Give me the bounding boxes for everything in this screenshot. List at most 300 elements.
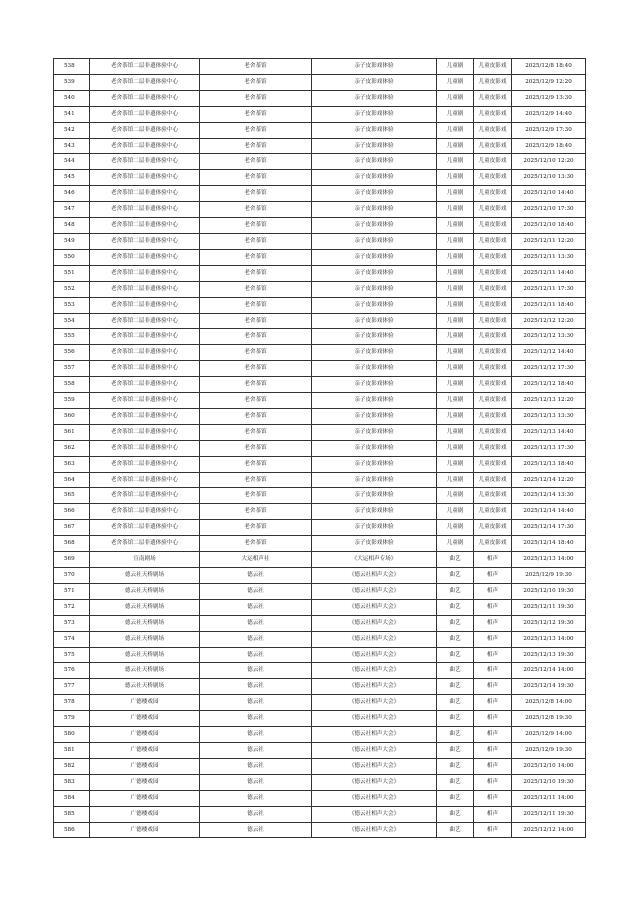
category-cell: 曲艺 <box>437 552 474 568</box>
organizer-cell: 老舍茶馆 <box>200 520 312 536</box>
showtime-cell: 2025/12/12 17:30 <box>512 361 586 377</box>
genre-cell: 儿童皮影戏 <box>474 106 512 122</box>
row-number-cell: 559 <box>54 393 90 409</box>
showtime-cell: 2025/12/10 12:20 <box>512 154 586 170</box>
table-row <box>54 631 586 647</box>
table-row <box>54 711 586 727</box>
showtime-cell: 2025/12/10 14:40 <box>512 186 586 202</box>
category-cell: 儿童剧 <box>437 456 474 472</box>
genre-cell: 儿童皮影戏 <box>474 313 512 329</box>
venue-cell: 老舍茶馆二层非遗体验中心 <box>90 504 200 520</box>
genre-cell: 儿童皮影戏 <box>474 536 512 552</box>
genre-cell: 儿童皮影戏 <box>474 329 512 345</box>
show-title-cell: 《德云社相声大会》 <box>312 583 437 599</box>
table-row <box>54 377 586 393</box>
venue-cell: 老舍茶馆二层非遗体验中心 <box>90 138 200 154</box>
show-title-cell: 亲子皮影戏体验 <box>312 186 437 202</box>
show-title-cell: 亲子皮影戏体验 <box>312 59 437 75</box>
table-row <box>54 186 586 202</box>
category-cell: 儿童剧 <box>437 345 474 361</box>
show-title-cell: 亲子皮影戏体验 <box>312 74 437 90</box>
category-cell: 儿童剧 <box>437 265 474 281</box>
row-number-cell: 562 <box>54 440 90 456</box>
table-row <box>54 281 586 297</box>
category-cell: 曲艺 <box>437 663 474 679</box>
category-cell: 曲艺 <box>437 758 474 774</box>
show-title-cell: 亲子皮影戏体验 <box>312 154 437 170</box>
show-title-cell: 亲子皮影戏体验 <box>312 202 437 218</box>
row-number-cell: 546 <box>54 186 90 202</box>
organizer-cell: 老舍茶馆 <box>200 233 312 249</box>
venue-cell: 老舍茶馆二层非遗体验中心 <box>90 106 200 122</box>
category-cell: 儿童剧 <box>437 440 474 456</box>
show-title-cell: 亲子皮影戏体验 <box>312 440 437 456</box>
organizer-cell: 老舍茶馆 <box>200 138 312 154</box>
row-number-cell: 578 <box>54 695 90 711</box>
category-cell: 曲艺 <box>437 727 474 743</box>
show-title-cell: 亲子皮影戏体验 <box>312 329 437 345</box>
organizer-cell: 老舍茶馆 <box>200 393 312 409</box>
category-cell: 儿童剧 <box>437 504 474 520</box>
show-title-cell: 亲子皮影戏体验 <box>312 424 437 440</box>
row-number-cell: 553 <box>54 297 90 313</box>
show-title-cell: 亲子皮影戏体验 <box>312 265 437 281</box>
row-number-cell: 580 <box>54 727 90 743</box>
row-number-cell: 564 <box>54 472 90 488</box>
row-number-cell: 573 <box>54 615 90 631</box>
row-number-cell: 563 <box>54 456 90 472</box>
category-cell: 曲艺 <box>437 647 474 663</box>
genre-cell: 儿童皮影戏 <box>474 170 512 186</box>
genre-cell: 相声 <box>474 647 512 663</box>
showtime-cell: 2025/12/11 12:20 <box>512 233 586 249</box>
row-number-cell: 575 <box>54 647 90 663</box>
showtime-cell: 2025/12/12 14:00 <box>512 822 586 838</box>
table-row <box>54 59 586 75</box>
venue-cell: 老舍茶馆二层非遗体验中心 <box>90 456 200 472</box>
table-row <box>54 297 586 313</box>
row-number-cell: 572 <box>54 599 90 615</box>
show-title-cell: 《德云社相声大会》 <box>312 790 437 806</box>
show-title-cell: 亲子皮影戏体验 <box>312 138 437 154</box>
row-number-cell: 581 <box>54 742 90 758</box>
table-row <box>54 424 586 440</box>
category-cell: 儿童剧 <box>437 106 474 122</box>
venue-cell: 老舍茶馆二层非遗体验中心 <box>90 329 200 345</box>
category-cell: 儿童剧 <box>437 90 474 106</box>
venue-cell: 老舍茶馆二层非遗体验中心 <box>90 122 200 138</box>
row-number-cell: 544 <box>54 154 90 170</box>
table-row <box>54 568 586 584</box>
showtime-cell: 2025/12/13 19:30 <box>512 647 586 663</box>
row-number-cell: 548 <box>54 218 90 234</box>
show-title-cell: 亲子皮影戏体验 <box>312 90 437 106</box>
row-number-cell: 557 <box>54 361 90 377</box>
genre-cell: 儿童皮影戏 <box>474 488 512 504</box>
showtime-cell: 2025/12/12 18:40 <box>512 377 586 393</box>
organizer-cell: 老舍茶馆 <box>200 472 312 488</box>
genre-cell: 儿童皮影戏 <box>474 345 512 361</box>
table-row <box>54 345 586 361</box>
show-title-cell: 亲子皮影戏体验 <box>312 488 437 504</box>
row-number-cell: 569 <box>54 552 90 568</box>
table-row <box>54 583 586 599</box>
organizer-cell: 德云社 <box>200 679 312 695</box>
genre-cell: 儿童皮影戏 <box>474 424 512 440</box>
showtime-cell: 2025/12/10 19:30 <box>512 583 586 599</box>
table-row <box>54 122 586 138</box>
showtime-cell: 2025/12/12 14:40 <box>512 345 586 361</box>
category-cell: 儿童剧 <box>437 138 474 154</box>
organizer-cell: 德云社 <box>200 647 312 663</box>
table-row <box>54 170 586 186</box>
category-cell: 儿童剧 <box>437 154 474 170</box>
table-row <box>54 218 586 234</box>
venue-cell: 广德楼戏园 <box>90 742 200 758</box>
table-row <box>54 742 586 758</box>
row-number-cell: 561 <box>54 424 90 440</box>
showtime-cell: 2025/12/9 12:20 <box>512 74 586 90</box>
genre-cell: 相声 <box>474 711 512 727</box>
organizer-cell: 老舍茶馆 <box>200 170 312 186</box>
showtime-cell: 2025/12/14 19:30 <box>512 679 586 695</box>
row-number-cell: 586 <box>54 822 90 838</box>
venue-cell: 老舍茶馆二层非遗体验中心 <box>90 536 200 552</box>
table-row <box>54 138 586 154</box>
category-cell: 曲艺 <box>437 774 474 790</box>
category-cell: 曲艺 <box>437 695 474 711</box>
genre-cell: 儿童皮影戏 <box>474 233 512 249</box>
category-cell: 儿童剧 <box>437 329 474 345</box>
category-cell: 儿童剧 <box>437 202 474 218</box>
venue-cell: 老舍茶馆二层非遗体验中心 <box>90 377 200 393</box>
genre-cell: 相声 <box>474 583 512 599</box>
row-number-cell: 567 <box>54 520 90 536</box>
schedule-table <box>53 58 586 838</box>
organizer-cell: 德云社 <box>200 727 312 743</box>
row-number-cell: 570 <box>54 568 90 584</box>
table-row <box>54 520 586 536</box>
venue-cell: 老舍茶馆二层非遗体验中心 <box>90 297 200 313</box>
showtime-cell: 2025/12/14 13:30 <box>512 488 586 504</box>
row-number-cell: 556 <box>54 345 90 361</box>
table-row <box>54 663 586 679</box>
venue-cell: 广德楼戏园 <box>90 790 200 806</box>
venue-cell: 老舍茶馆二层非遗体验中心 <box>90 361 200 377</box>
show-title-cell: 亲子皮影戏体验 <box>312 106 437 122</box>
venue-cell: 德云社天桥剧场 <box>90 631 200 647</box>
venue-cell: 老舍茶馆二层非遗体验中心 <box>90 170 200 186</box>
show-title-cell: 《德云社相声大会》 <box>312 774 437 790</box>
genre-cell: 儿童皮影戏 <box>474 456 512 472</box>
table-row <box>54 393 586 409</box>
venue-cell: 老舍茶馆二层非遗体验中心 <box>90 233 200 249</box>
row-number-cell: 551 <box>54 265 90 281</box>
show-title-cell: 亲子皮影戏体验 <box>312 472 437 488</box>
show-title-cell: 《德云社相声大会》 <box>312 615 437 631</box>
genre-cell: 相声 <box>474 774 512 790</box>
organizer-cell: 老舍茶馆 <box>200 265 312 281</box>
genre-cell: 儿童皮影戏 <box>474 154 512 170</box>
row-number-cell: 560 <box>54 408 90 424</box>
venue-cell: 德云社天桥剧场 <box>90 583 200 599</box>
table-row <box>54 154 586 170</box>
table-row <box>54 313 586 329</box>
category-cell: 曲艺 <box>437 679 474 695</box>
showtime-cell: 2025/12/9 14:40 <box>512 106 586 122</box>
row-number-cell: 545 <box>54 170 90 186</box>
showtime-cell: 2025/12/13 12:20 <box>512 393 586 409</box>
showtime-cell: 2025/12/9 14:00 <box>512 727 586 743</box>
table-row <box>54 488 586 504</box>
category-cell: 儿童剧 <box>437 74 474 90</box>
organizer-cell: 老舍茶馆 <box>200 504 312 520</box>
venue-cell: 老舍茶馆二层非遗体验中心 <box>90 393 200 409</box>
genre-cell: 相声 <box>474 599 512 615</box>
venue-cell: 广德楼戏园 <box>90 758 200 774</box>
venue-cell: 广德楼戏园 <box>90 727 200 743</box>
show-title-cell: 《德云社相声大会》 <box>312 663 437 679</box>
organizer-cell: 德云社 <box>200 663 312 679</box>
venue-cell: 老舍茶馆二层非遗体验中心 <box>90 281 200 297</box>
genre-cell: 相声 <box>474 695 512 711</box>
venue-cell: 德云社天桥剧场 <box>90 568 200 584</box>
genre-cell: 儿童皮影戏 <box>474 377 512 393</box>
row-number-cell: 547 <box>54 202 90 218</box>
showtime-cell: 2025/12/11 13:30 <box>512 249 586 265</box>
venue-cell: 老舍茶馆二层非遗体验中心 <box>90 440 200 456</box>
venue-cell: 老舍茶馆二层非遗体验中心 <box>90 59 200 75</box>
genre-cell: 相声 <box>474 679 512 695</box>
table-row <box>54 472 586 488</box>
category-cell: 儿童剧 <box>437 122 474 138</box>
venue-cell: 老舍茶馆二层非遗体验中心 <box>90 345 200 361</box>
show-title-cell: 亲子皮影戏体验 <box>312 233 437 249</box>
showtime-cell: 2025/12/14 17:30 <box>512 520 586 536</box>
show-title-cell: 亲子皮影戏体验 <box>312 377 437 393</box>
category-cell: 曲艺 <box>437 790 474 806</box>
row-number-cell: 566 <box>54 504 90 520</box>
category-cell: 儿童剧 <box>437 472 474 488</box>
table-row <box>54 265 586 281</box>
showtime-cell: 2025/12/11 19:30 <box>512 599 586 615</box>
row-number-cell: 571 <box>54 583 90 599</box>
genre-cell: 儿童皮影戏 <box>474 281 512 297</box>
showtime-cell: 2025/12/8 14:00 <box>512 695 586 711</box>
organizer-cell: 老舍茶馆 <box>200 361 312 377</box>
showtime-cell: 2025/12/12 12:20 <box>512 313 586 329</box>
table-row <box>54 329 586 345</box>
table-row <box>54 249 586 265</box>
row-number-cell: 583 <box>54 774 90 790</box>
show-title-cell: 亲子皮影戏体验 <box>312 520 437 536</box>
showtime-cell: 2025/12/10 14:00 <box>512 758 586 774</box>
organizer-cell: 德云社 <box>200 695 312 711</box>
showtime-cell: 2025/12/13 14:00 <box>512 631 586 647</box>
category-cell: 儿童剧 <box>437 249 474 265</box>
show-title-cell: 亲子皮影戏体验 <box>312 218 437 234</box>
genre-cell: 儿童皮影戏 <box>474 249 512 265</box>
showtime-cell: 2025/12/8 19:30 <box>512 711 586 727</box>
genre-cell: 儿童皮影戏 <box>474 90 512 106</box>
category-cell: 儿童剧 <box>437 377 474 393</box>
organizer-cell: 老舍茶馆 <box>200 345 312 361</box>
venue-cell: 广德楼戏园 <box>90 806 200 822</box>
category-cell: 儿童剧 <box>437 536 474 552</box>
organizer-cell: 老舍茶馆 <box>200 249 312 265</box>
showtime-cell: 2025/12/11 19:30 <box>512 806 586 822</box>
table-row <box>54 599 586 615</box>
organizer-cell: 老舍茶馆 <box>200 202 312 218</box>
row-number-cell: 568 <box>54 536 90 552</box>
table-row <box>54 408 586 424</box>
show-title-cell: 亲子皮影戏体验 <box>312 122 437 138</box>
organizer-cell: 德云社 <box>200 599 312 615</box>
category-cell: 儿童剧 <box>437 281 474 297</box>
showtime-cell: 2025/12/9 17:30 <box>512 122 586 138</box>
showtime-cell: 2025/12/13 18:40 <box>512 456 586 472</box>
venue-cell: 老舍茶馆二层非遗体验中心 <box>90 408 200 424</box>
row-number-cell: 538 <box>54 59 90 75</box>
organizer-cell: 老舍茶馆 <box>200 424 312 440</box>
organizer-cell: 德云社 <box>200 568 312 584</box>
row-number-cell: 543 <box>54 138 90 154</box>
organizer-cell: 老舍茶馆 <box>200 329 312 345</box>
showtime-cell: 2025/12/9 13:30 <box>512 90 586 106</box>
organizer-cell: 老舍茶馆 <box>200 90 312 106</box>
show-title-cell: 亲子皮影戏体验 <box>312 361 437 377</box>
genre-cell: 相声 <box>474 663 512 679</box>
organizer-cell: 德云社 <box>200 774 312 790</box>
row-number-cell: 539 <box>54 74 90 90</box>
show-title-cell: 《德云社相声大会》 <box>312 727 437 743</box>
organizer-cell: 德云社 <box>200 583 312 599</box>
show-title-cell: 《德云社相声大会》 <box>312 568 437 584</box>
row-number-cell: 574 <box>54 631 90 647</box>
venue-cell: 老舍茶馆二层非遗体验中心 <box>90 472 200 488</box>
genre-cell: 儿童皮影戏 <box>474 265 512 281</box>
category-cell: 曲艺 <box>437 822 474 838</box>
table-row <box>54 74 586 90</box>
row-number-cell: 565 <box>54 488 90 504</box>
row-number-cell: 582 <box>54 758 90 774</box>
row-number-cell: 558 <box>54 377 90 393</box>
table-row <box>54 90 586 106</box>
genre-cell: 儿童皮影戏 <box>474 186 512 202</box>
category-cell: 儿童剧 <box>437 218 474 234</box>
genre-cell: 儿童皮影戏 <box>474 393 512 409</box>
venue-cell: 宣南剧场 <box>90 552 200 568</box>
row-number-cell: 579 <box>54 711 90 727</box>
row-number-cell: 576 <box>54 663 90 679</box>
table-row <box>54 822 586 838</box>
organizer-cell: 老舍茶馆 <box>200 440 312 456</box>
venue-cell: 老舍茶馆二层非遗体验中心 <box>90 249 200 265</box>
category-cell: 儿童剧 <box>437 170 474 186</box>
table-row <box>54 504 586 520</box>
venue-cell: 老舍茶馆二层非遗体验中心 <box>90 154 200 170</box>
showtime-cell: 2025/12/9 19:30 <box>512 568 586 584</box>
organizer-cell: 老舍茶馆 <box>200 186 312 202</box>
table-row <box>54 361 586 377</box>
row-number-cell: 550 <box>54 249 90 265</box>
table-row <box>54 790 586 806</box>
show-title-cell: 亲子皮影戏体验 <box>312 313 437 329</box>
venue-cell: 老舍茶馆二层非遗体验中心 <box>90 202 200 218</box>
show-title-cell: 亲子皮影戏体验 <box>312 170 437 186</box>
table-row <box>54 202 586 218</box>
show-title-cell: 亲子皮影戏体验 <box>312 456 437 472</box>
row-number-cell: 540 <box>54 90 90 106</box>
show-title-cell: 亲子皮影戏体验 <box>312 345 437 361</box>
table-row <box>54 456 586 472</box>
category-cell: 儿童剧 <box>437 297 474 313</box>
category-cell: 曲艺 <box>437 631 474 647</box>
category-cell: 曲艺 <box>437 583 474 599</box>
genre-cell: 相声 <box>474 758 512 774</box>
genre-cell: 相声 <box>474 790 512 806</box>
row-number-cell: 554 <box>54 313 90 329</box>
category-cell: 儿童剧 <box>437 361 474 377</box>
category-cell: 儿童剧 <box>437 313 474 329</box>
show-title-cell: 亲子皮影戏体验 <box>312 281 437 297</box>
show-title-cell: 《德云社相声大会》 <box>312 695 437 711</box>
organizer-cell: 老舍茶馆 <box>200 536 312 552</box>
organizer-cell: 德云社 <box>200 790 312 806</box>
schedule-table-body <box>54 59 586 838</box>
venue-cell: 老舍茶馆二层非遗体验中心 <box>90 265 200 281</box>
category-cell: 儿童剧 <box>437 520 474 536</box>
showtime-cell: 2025/12/12 19:30 <box>512 615 586 631</box>
showtime-cell: 2025/12/12 13:30 <box>512 329 586 345</box>
organizer-cell: 大运相声社 <box>200 552 312 568</box>
row-number-cell: 549 <box>54 233 90 249</box>
show-title-cell: 《德云社相声大会》 <box>312 679 437 695</box>
row-number-cell: 552 <box>54 281 90 297</box>
table-row <box>54 727 586 743</box>
showtime-cell: 2025/12/14 12:20 <box>512 472 586 488</box>
category-cell: 儿童剧 <box>437 488 474 504</box>
genre-cell: 儿童皮影戏 <box>474 202 512 218</box>
table-row <box>54 106 586 122</box>
table-row <box>54 679 586 695</box>
row-number-cell: 541 <box>54 106 90 122</box>
genre-cell: 儿童皮影戏 <box>474 440 512 456</box>
venue-cell: 德云社天桥剧场 <box>90 599 200 615</box>
show-title-cell: 亲子皮影戏体验 <box>312 408 437 424</box>
table-row <box>54 758 586 774</box>
showtime-cell: 2025/12/8 18:40 <box>512 59 586 75</box>
genre-cell: 儿童皮影戏 <box>474 74 512 90</box>
row-number-cell: 542 <box>54 122 90 138</box>
row-number-cell: 584 <box>54 790 90 806</box>
row-number-cell: 585 <box>54 806 90 822</box>
showtime-cell: 2025/12/9 18:40 <box>512 138 586 154</box>
genre-cell: 相声 <box>474 742 512 758</box>
venue-cell: 德云社天桥剧场 <box>90 615 200 631</box>
showtime-cell: 2025/12/14 14:00 <box>512 663 586 679</box>
category-cell: 曲艺 <box>437 615 474 631</box>
genre-cell: 儿童皮影戏 <box>474 218 512 234</box>
organizer-cell: 德云社 <box>200 742 312 758</box>
showtime-cell: 2025/12/10 19:30 <box>512 774 586 790</box>
table-row <box>54 774 586 790</box>
show-title-cell: 《德云社相声大会》 <box>312 742 437 758</box>
genre-cell: 儿童皮影戏 <box>474 472 512 488</box>
showtime-cell: 2025/12/11 14:40 <box>512 265 586 281</box>
row-number-cell: 577 <box>54 679 90 695</box>
showtime-cell: 2025/12/13 14:40 <box>512 424 586 440</box>
